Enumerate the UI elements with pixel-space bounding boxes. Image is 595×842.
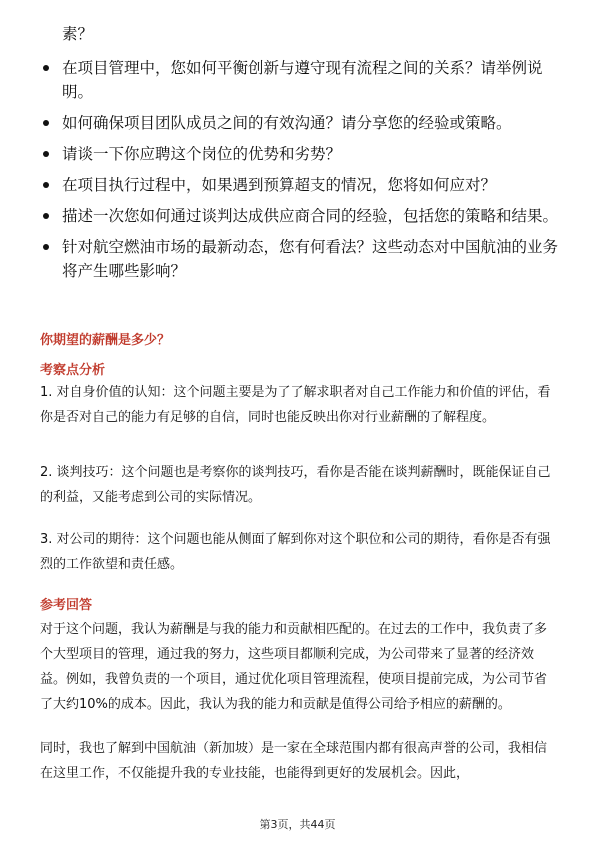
- bullet-dot-icon: [43, 182, 49, 188]
- answer-heading: 参考回答: [40, 598, 93, 613]
- bullet-item: [40, 111, 560, 135]
- analysis-item: 2. 谈判技巧：这个问题也是考察你的谈判技巧，看你是否能在谈判薪酬时，既能保证自己的利益，又能考虑到公司的实际情况。: [40, 465, 551, 505]
- bullet-text: 在项目管理中，您如何平衡创新与遵守现有流程之间的关系？请举例说明。: [62, 59, 543, 101]
- bullet-text: 在项目执行过程中，如果遇到预算超支的情况，您将如何应对？: [62, 176, 497, 194]
- bullet-item: [40, 235, 560, 283]
- bullet-item: [40, 142, 560, 166]
- bullet-item: [40, 173, 560, 197]
- analysis-item: 1. 对自身价值的认知：这个问题主要是为了了解求职者对自己工作能力和价值的评估，看你是否对自己的能力有足够的自信，同时也能反映出你对行业薪酬的了解程度。: [40, 385, 551, 425]
- bullet-text: 请谈一下你应聘这个岗位的优势和劣势？: [62, 145, 342, 163]
- bullet-item: [40, 56, 560, 104]
- bullet-dot-icon: [43, 244, 49, 250]
- continuation-text: 素？: [62, 25, 94, 43]
- question-bullet-list: [40, 56, 560, 290]
- bullet-dot-icon: [43, 120, 49, 126]
- bullet-text: 针对航空燃油市场的最新动态，您有何看法？这些动态对中国航油的业务将产生哪些影响？: [62, 238, 559, 280]
- question-heading: 你期望的薪酬是多少？: [40, 333, 171, 348]
- analysis-item: 3. 对公司的期待：这个问题也能从侧面了解到你对这个职位和公司的期待，看你是否有强烈的工作欲望和责任感。: [40, 532, 551, 572]
- bullet-dot-icon: [43, 151, 49, 157]
- bullet-text: 如何确保项目团队成员之间的有效沟通？请分享您的经验或策略。: [62, 114, 512, 132]
- bullet-dot-icon: [43, 65, 49, 71]
- answer-paragraph: 同时，我也了解到中国航油（新加坡）是一家在全球范围内都有很高声誉的公司，我相信在这里工作，不仅能提升我的专业技能，也能得到更好的发展机会。因此，: [40, 741, 548, 781]
- answer-paragraph: 对于这个问题，我认为薪酬是与我的能力和贡献相匹配的。在过去的工作中，我负责了多个大型项目的管理，通过我的努力，这些项目都顺利完成，为公司带来了显著的经济效益。例如，我曾负责的一个项目，通过优化项目管理流程，使项目提前完成，为公司节省了大约10%的成本。因此，我认为我的能力和贡献是值得公司给予相应的薪酬的。: [40, 622, 548, 712]
- bullet-item: [40, 204, 560, 228]
- page-footer: 第3页，共44页: [259, 818, 336, 831]
- bullet-text: 描述一次您如何通过谈判达成供应商合同的经验，包括您的策略和结果。: [62, 207, 559, 225]
- bullet-dot-icon: [43, 213, 49, 219]
- analysis-heading: 考察点分析: [40, 363, 106, 378]
